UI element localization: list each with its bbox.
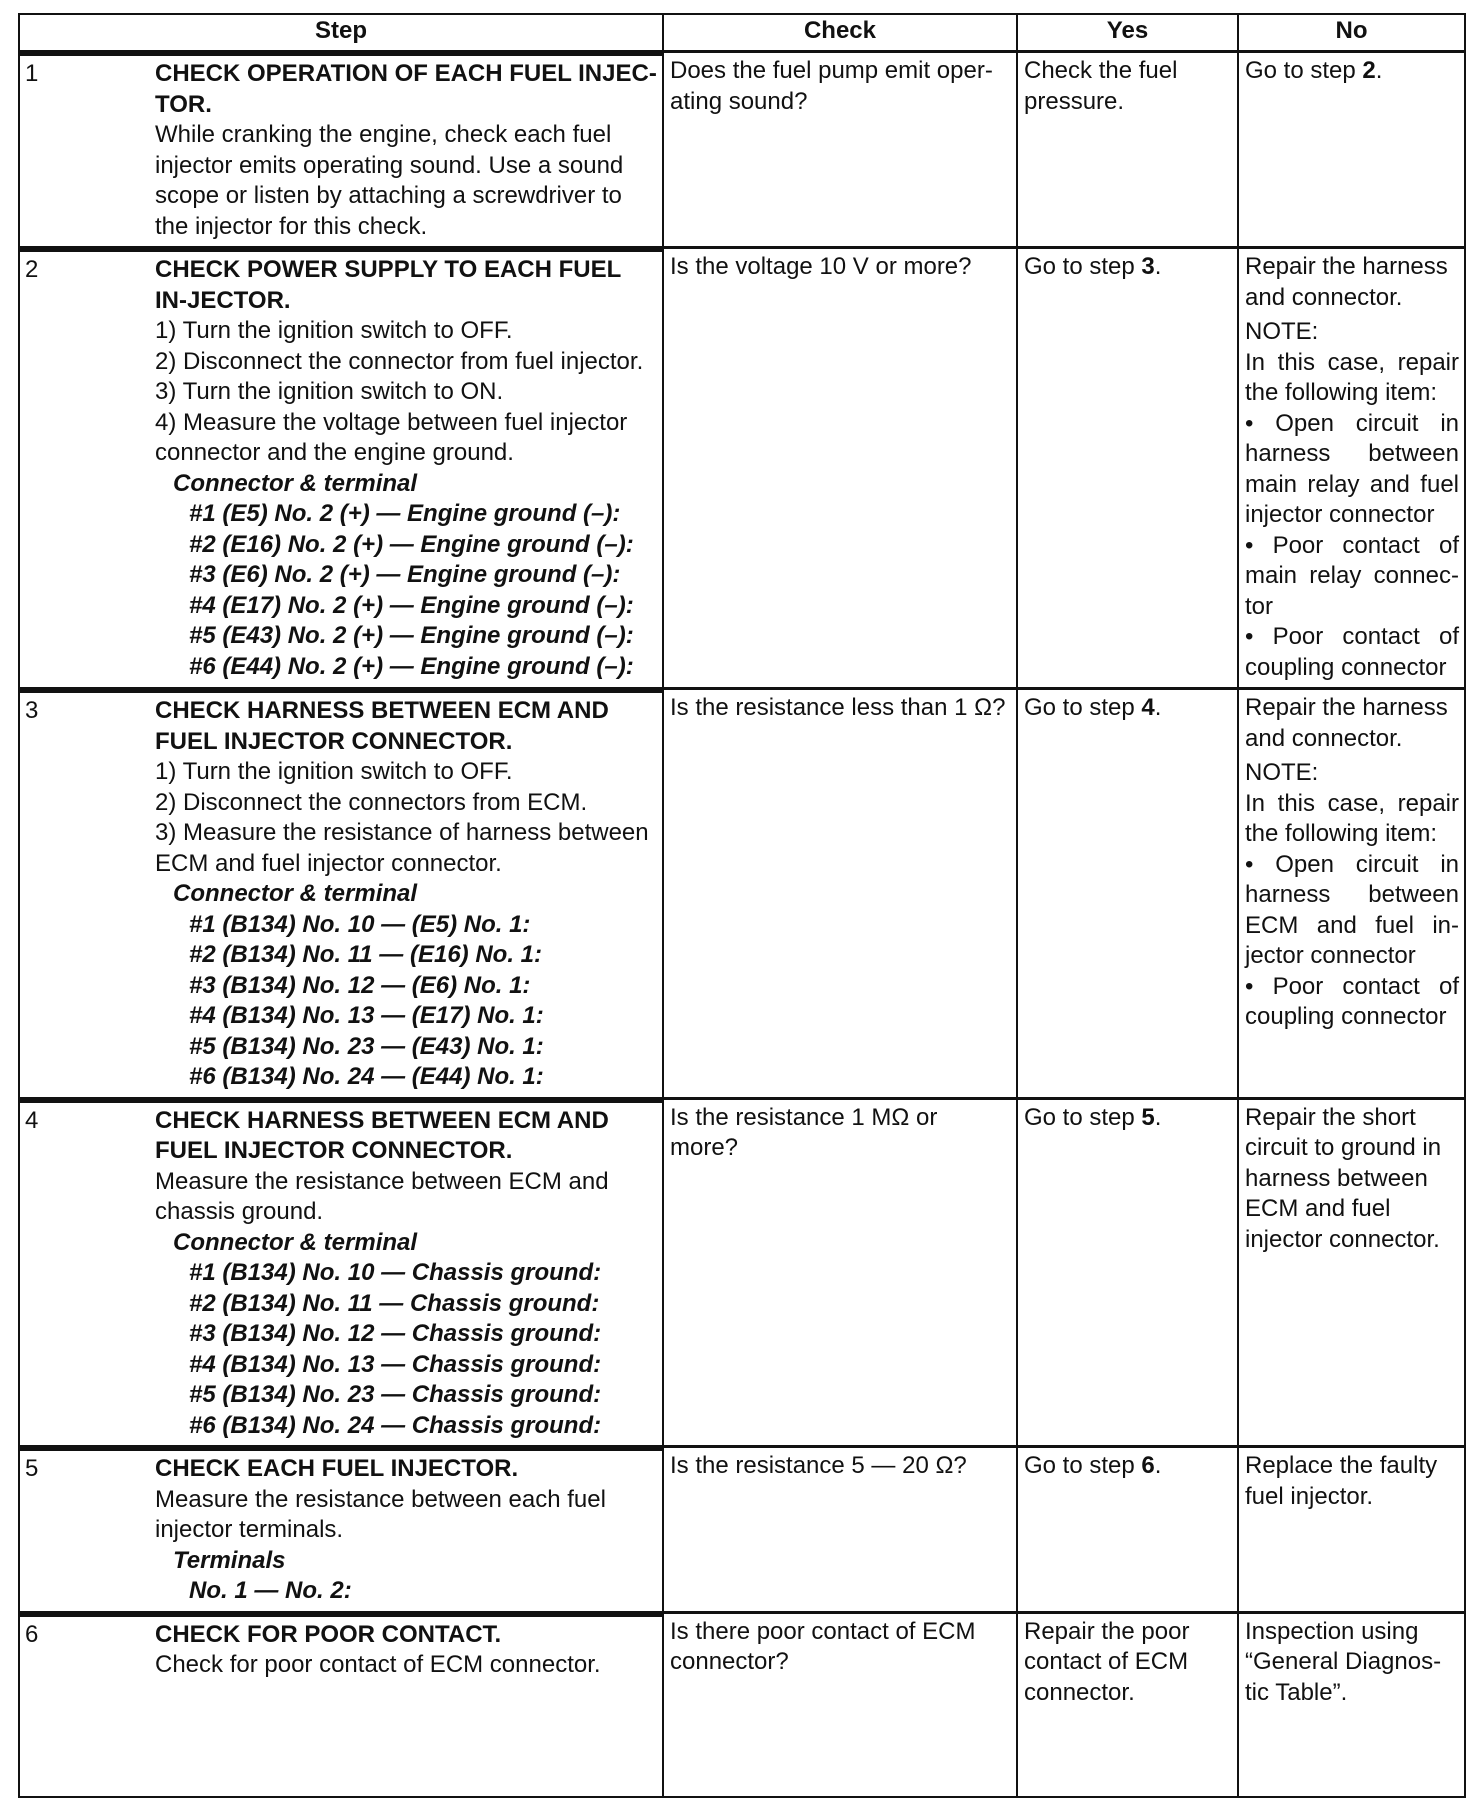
yes-cell: Repair the poor contact of ECM connector. xyxy=(1017,1612,1238,1797)
step-instruction: 2) Disconnect the connectors from ECM. xyxy=(155,788,588,816)
terminal-spec: #1 (B134) No. 10 — Chassis ground: xyxy=(189,1259,602,1286)
step-number: 3 xyxy=(25,697,39,724)
no-cell: Inspection using “General Diagnos-tic Table”. xyxy=(1238,1612,1465,1797)
table-row xyxy=(19,1098,1465,1447)
terminal-spec: #2 (E16) No. 2 (+) — Engine ground (–): xyxy=(189,530,634,558)
terminal-spec: #6 (B134) No. 24 — Chassis ground: xyxy=(189,1411,602,1439)
note-bullet: • Open circuit in harness between ECM and fuel in-jector connector xyxy=(1245,850,1459,969)
header-check: Check xyxy=(663,14,1017,52)
step-title: CHECK POWER SUPPLY TO EACH FUEL IN-JECTOR. xyxy=(155,256,621,314)
step-link: 6 xyxy=(1141,1452,1155,1479)
step-title: CHECK OPERATION OF EACH FUEL INJEC-TOR. xyxy=(155,60,657,118)
terminal-spec: #5 (B134) No. 23 — (E43) No. 1: xyxy=(189,1032,544,1060)
step-cell xyxy=(19,689,663,1099)
check-cell: Does the fuel pump emit oper-ating sound? xyxy=(663,52,1017,248)
yes-cell: Check the fuel pressure. xyxy=(1017,52,1238,248)
step-title: CHECK HARNESS BETWEEN ECM AND FUEL INJECTOR CONNECTOR. xyxy=(155,1106,609,1164)
terminal-spec: #3 (B134) No. 12 — Chassis ground: xyxy=(189,1320,602,1347)
step-title: CHECK FOR POOR CONTACT. xyxy=(155,1620,502,1648)
connector-label: Connector & terminal xyxy=(173,1228,418,1256)
table-row xyxy=(19,52,1465,248)
yes-cell: Go to step 6. xyxy=(1017,1447,1238,1613)
step-instruction: 3) Turn the ignition switch to ON. xyxy=(155,378,504,405)
terminal-spec: #4 (B134) No. 13 — (E17) No. 1: xyxy=(189,1002,544,1029)
no-action: Repair the harness and connector. xyxy=(1245,253,1448,311)
header-no: No xyxy=(1238,14,1465,52)
no-cell: Go to step 2. xyxy=(1238,52,1465,248)
step-instruction: 2) Disconnect the connector from fuel injector. xyxy=(155,347,644,375)
step-instruction: 4) Measure the voltage between fuel injector connector and the engine ground. xyxy=(155,408,628,466)
terminal-spec: #4 (B134) No. 13 — Chassis ground: xyxy=(189,1350,602,1378)
step-title: CHECK EACH FUEL INJECTOR. xyxy=(155,1455,519,1482)
no-cell xyxy=(1238,248,1465,689)
no-cell xyxy=(1238,689,1465,1099)
no-cell: Replace the faulty fuel injector. xyxy=(1238,1447,1465,1613)
table-row xyxy=(19,1612,1465,1797)
connector-label: Connector & terminal xyxy=(173,469,418,497)
check-cell: Is the resistance less than 1 Ω? xyxy=(663,689,1017,1099)
step-link: 2 xyxy=(1362,57,1376,84)
note-bullet: • Open circuit in harness between main relay and fuel injector connector xyxy=(1245,409,1459,528)
terminal-spec: #1 (E5) No. 2 (+) — Engine ground (–): xyxy=(189,500,621,527)
step-title: CHECK HARNESS BETWEEN ECM AND FUEL INJECTOR CONNECTOR. xyxy=(155,697,609,755)
terminal-spec: #1 (B134) No. 10 — (E5) No. 1: xyxy=(189,910,531,938)
terminal-spec: #4 (E17) No. 2 (+) — Engine ground (–): xyxy=(189,591,634,619)
terminal-spec: No. 1 — No. 2: xyxy=(189,1577,352,1604)
yes-cell: Go to step 4. xyxy=(1017,689,1238,1099)
step-number: 1 xyxy=(25,60,39,87)
step-link: 5 xyxy=(1141,1103,1155,1131)
step-instruction: 3) Measure the resistance of harness between ECM and fuel injector connector. xyxy=(155,819,649,877)
step-instruction: Check for poor contact of ECM connector. xyxy=(155,1651,601,1678)
no-action: Repair the harness and connector. xyxy=(1245,694,1448,752)
table-row xyxy=(19,1447,1465,1613)
note-intro: In this case, repair the following item: xyxy=(1245,348,1459,406)
table-row xyxy=(19,689,1465,1099)
step-link: 3 xyxy=(1141,253,1155,280)
step-instruction: Measure the resistance between ECM and chassis ground. xyxy=(155,1167,609,1225)
step-instruction: Measure the resistance between each fuel injector terminals. xyxy=(155,1485,606,1543)
terminal-spec: #2 (B134) No. 11 — Chassis ground: xyxy=(189,1289,600,1317)
table-row xyxy=(19,248,1465,689)
header-yes: Yes xyxy=(1017,14,1238,52)
step-cell xyxy=(19,1612,663,1797)
terminals-label: Terminals xyxy=(173,1546,286,1574)
note-bullet: • Poor contact of coupling connector xyxy=(1245,623,1459,681)
step-link: 4 xyxy=(1141,694,1155,721)
check-cell: Is the resistance 5 — 20 Ω? xyxy=(663,1447,1017,1613)
step-number: 6 xyxy=(25,1620,39,1648)
step-cell xyxy=(19,1098,663,1447)
step-cell xyxy=(19,52,663,248)
check-cell: Is the resistance 1 MΩ or more? xyxy=(663,1098,1017,1447)
diagnostic-table xyxy=(18,13,1466,1798)
step-number: 4 xyxy=(25,1106,39,1134)
terminal-spec: #5 (E43) No. 2 (+) — Engine ground (–): xyxy=(189,622,634,649)
terminal-spec: #2 (B134) No. 11 — (E16) No. 1: xyxy=(189,941,542,968)
yes-cell: Go to step 5. xyxy=(1017,1098,1238,1447)
check-cell: Is the voltage 10 V or more? xyxy=(663,248,1017,689)
check-cell: Is there poor contact of ECM connector? xyxy=(663,1612,1017,1797)
note-bullet: • Poor contact of coupling connector xyxy=(1245,972,1459,1030)
step-cell xyxy=(19,248,663,689)
terminal-spec: #6 (E44) No. 2 (+) — Engine ground (–): xyxy=(189,652,634,680)
yes-cell: Go to step 3. xyxy=(1017,248,1238,689)
terminal-spec: #5 (B134) No. 23 — Chassis ground: xyxy=(189,1381,602,1408)
note-intro: In this case, repair the following item: xyxy=(1245,789,1459,847)
note-label: NOTE: xyxy=(1245,759,1319,786)
note-bullet: • Poor contact of main relay connec-tor xyxy=(1245,531,1459,620)
header-step: Step xyxy=(19,14,663,52)
step-cell xyxy=(19,1447,663,1613)
step-number: 2 xyxy=(25,256,39,283)
note-label: NOTE: xyxy=(1245,318,1319,345)
no-cell: Repair the short circuit to ground in harness between ECM and fuel injector connector. xyxy=(1238,1098,1465,1447)
step-instruction: 1) Turn the ignition switch to OFF. xyxy=(155,758,513,785)
step-number: 5 xyxy=(25,1455,39,1482)
terminal-spec: #6 (B134) No. 24 — (E44) No. 1: xyxy=(189,1063,544,1090)
header-row xyxy=(19,14,1465,52)
terminal-spec: #3 (B134) No. 12 — (E6) No. 1: xyxy=(189,971,531,999)
step-instruction: While cranking the engine, check each fuel injector emits operating sound. Use a sound scope or listen by attaching a screwdriver to the injector for this check. xyxy=(155,121,624,240)
terminal-spec: #3 (E6) No. 2 (+) — Engine ground (–): xyxy=(189,561,621,588)
connector-label: Connector & terminal xyxy=(173,880,418,907)
step-instruction: 1) Turn the ignition switch to OFF. xyxy=(155,317,513,344)
